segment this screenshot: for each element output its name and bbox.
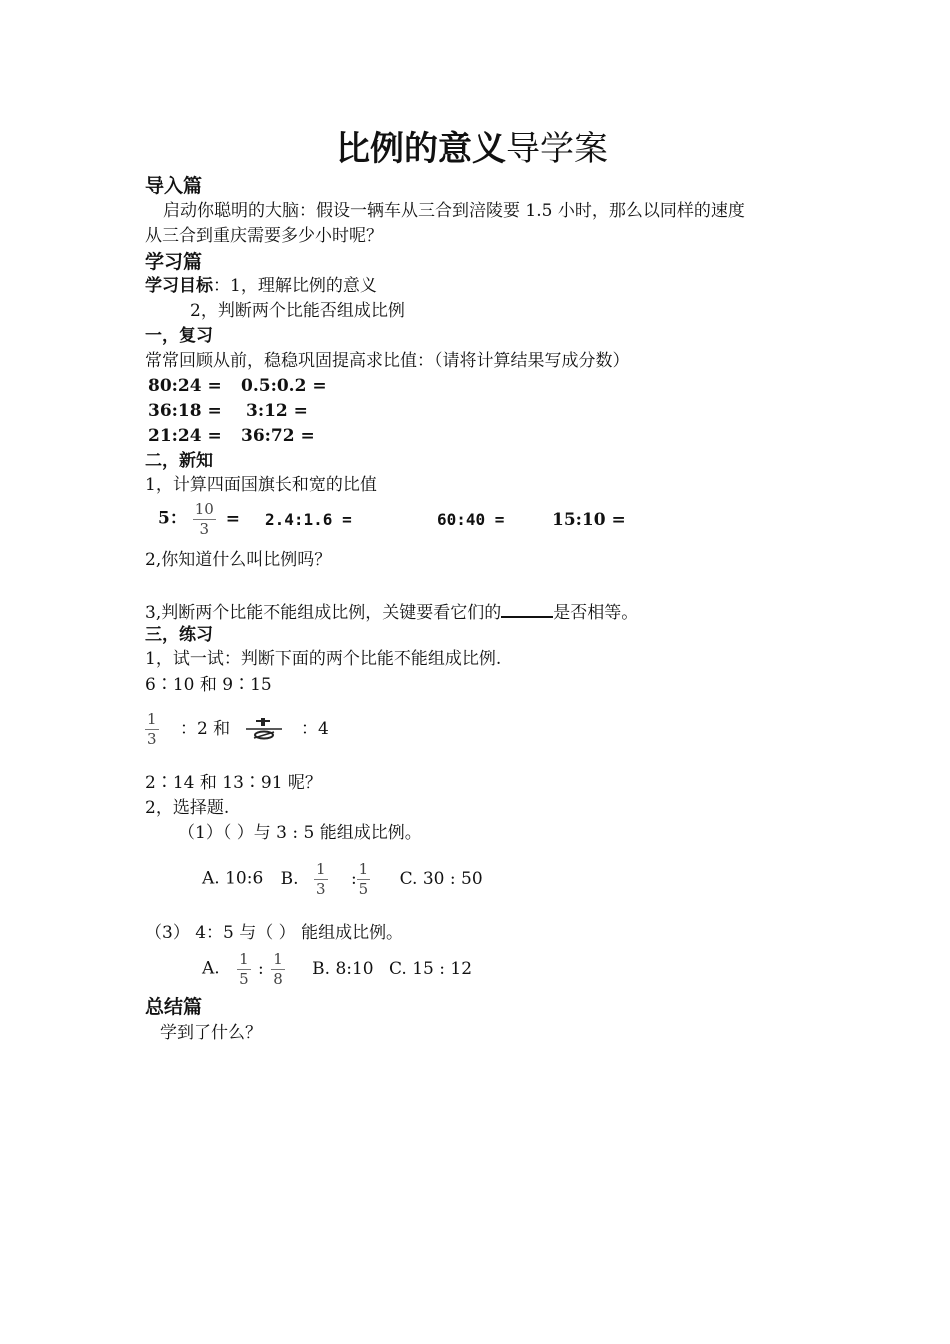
practice-p2 — [145, 710, 329, 749]
flag-ratio-3: 60:40 = — [437, 510, 505, 529]
choice-3-options — [202, 950, 472, 989]
fraction-denominator: 3 — [315, 879, 326, 898]
option-a: A. 10:6 — [202, 868, 264, 889]
fraction-numerator: 1 — [273, 950, 283, 968]
fraction-denominator: 8 — [273, 969, 283, 988]
review-r3-b: 36:72 = — [241, 426, 315, 446]
review-r1-b: 0.5:0.2 = — [241, 376, 327, 396]
fraction — [193, 500, 216, 539]
fraction — [237, 950, 251, 989]
fraction-denominator: 3 — [199, 519, 210, 538]
option-c: C. 30 : 50 — [399, 868, 483, 889]
fraction — [357, 860, 371, 899]
fraction — [271, 950, 285, 989]
review-r2-a: 36:18 = — [148, 401, 222, 421]
study-heading: 学习篇 — [145, 251, 203, 273]
p2-end: ：4 — [301, 718, 329, 739]
fraction — [314, 860, 328, 899]
flag1-prefix: 5： — [158, 508, 187, 529]
newknow-heading: 二，新知 — [145, 451, 213, 471]
fraction-numerator: 1 — [358, 860, 369, 878]
intro-heading: 导入篇 — [145, 175, 203, 197]
option-b: B. 8:10 — [312, 958, 374, 979]
option-a: A. — [202, 958, 220, 979]
fraction-denominator: 3 — [147, 729, 157, 748]
title-bold: 比例的意义 — [336, 129, 506, 169]
intro-line1: 启动你聪明的大脑：假设一辆车从三合到涪陵要 1.5 小时，那么以同样的速度 — [163, 201, 745, 221]
fraction-numerator: 1 — [239, 950, 249, 968]
flag-ratio-4: 15:10 = — [552, 510, 626, 530]
practice-heading: 三，练习 — [145, 625, 213, 645]
fraction-numerator: 1 — [147, 710, 157, 728]
q3-text-a: 3,判断两个比能不能组成比例，关键要看它们的 — [145, 603, 502, 623]
review-heading: 一，复习 — [145, 326, 213, 346]
fraction — [145, 710, 159, 749]
review-r1-a: 80:24 = — [148, 376, 222, 396]
study-goal2: 2，判断两个比能否组成比例 — [190, 301, 405, 321]
intro-line2: 从三合到重庆需要多少小时呢？ — [145, 226, 383, 246]
review-r3-a: 21:24 = — [148, 426, 222, 446]
study-goal1 — [145, 278, 377, 295]
newknow-q3 — [145, 602, 638, 622]
ratio-colon: : — [258, 958, 264, 979]
goals-label: 学习目标 — [145, 276, 213, 296]
summary-text: 学到了什么？ — [160, 1023, 262, 1043]
flag-ratio-1 — [158, 500, 240, 539]
practice-q2: 2，选择题. — [145, 798, 230, 818]
choice-1: （1）（ ）与 3 : 5 能组成比例。 — [178, 823, 422, 843]
page-title — [336, 129, 608, 169]
fraction-numerator: 10 — [194, 500, 214, 518]
newknow-q1: 1，计算四面国旗长和宽的比值 — [145, 475, 377, 495]
review-text: 常常回顾从前，稳稳巩固提高求比值：（请将计算结果写成分数） — [145, 351, 630, 371]
flag-ratio-2: 2.4:1.6 = — [265, 510, 352, 529]
fraction-numerator: 1 — [315, 860, 326, 878]
fraction-denominator: 5 — [239, 969, 249, 988]
p2-mid: ：2 和 — [179, 718, 231, 739]
practice-p3: 2∶14 和 13∶91 呢？ — [145, 773, 322, 793]
choice-3: （3） 4：5 与（ ） 能组成比例。 — [145, 923, 404, 943]
review-r2-b: 3:12 = — [246, 401, 308, 421]
garbled-fraction-icon — [244, 716, 284, 742]
flag1-equals: = — [225, 508, 241, 529]
option-c: C. 15 : 12 — [389, 958, 473, 979]
answer-blank — [501, 602, 553, 618]
q3-text-b: 是否相等。 — [553, 603, 639, 623]
ratio-colon: : — [350, 868, 357, 889]
choice-1-options — [202, 860, 483, 899]
newknow-q2: 2,你知道什么叫比例吗？ — [145, 550, 332, 570]
practice-p1: 6∶10 和 9∶15 — [145, 675, 272, 695]
fraction-denominator: 5 — [358, 879, 369, 898]
title-normal: 导学案 — [506, 129, 608, 169]
practice-q1: 1，试一试：判断下面的两个比能不能组成比例. — [145, 649, 502, 669]
option-b: B. — [280, 868, 299, 889]
summary-heading: 总结篇 — [145, 996, 203, 1018]
goal1-text: ：1，理解比例的意义 — [213, 276, 377, 296]
